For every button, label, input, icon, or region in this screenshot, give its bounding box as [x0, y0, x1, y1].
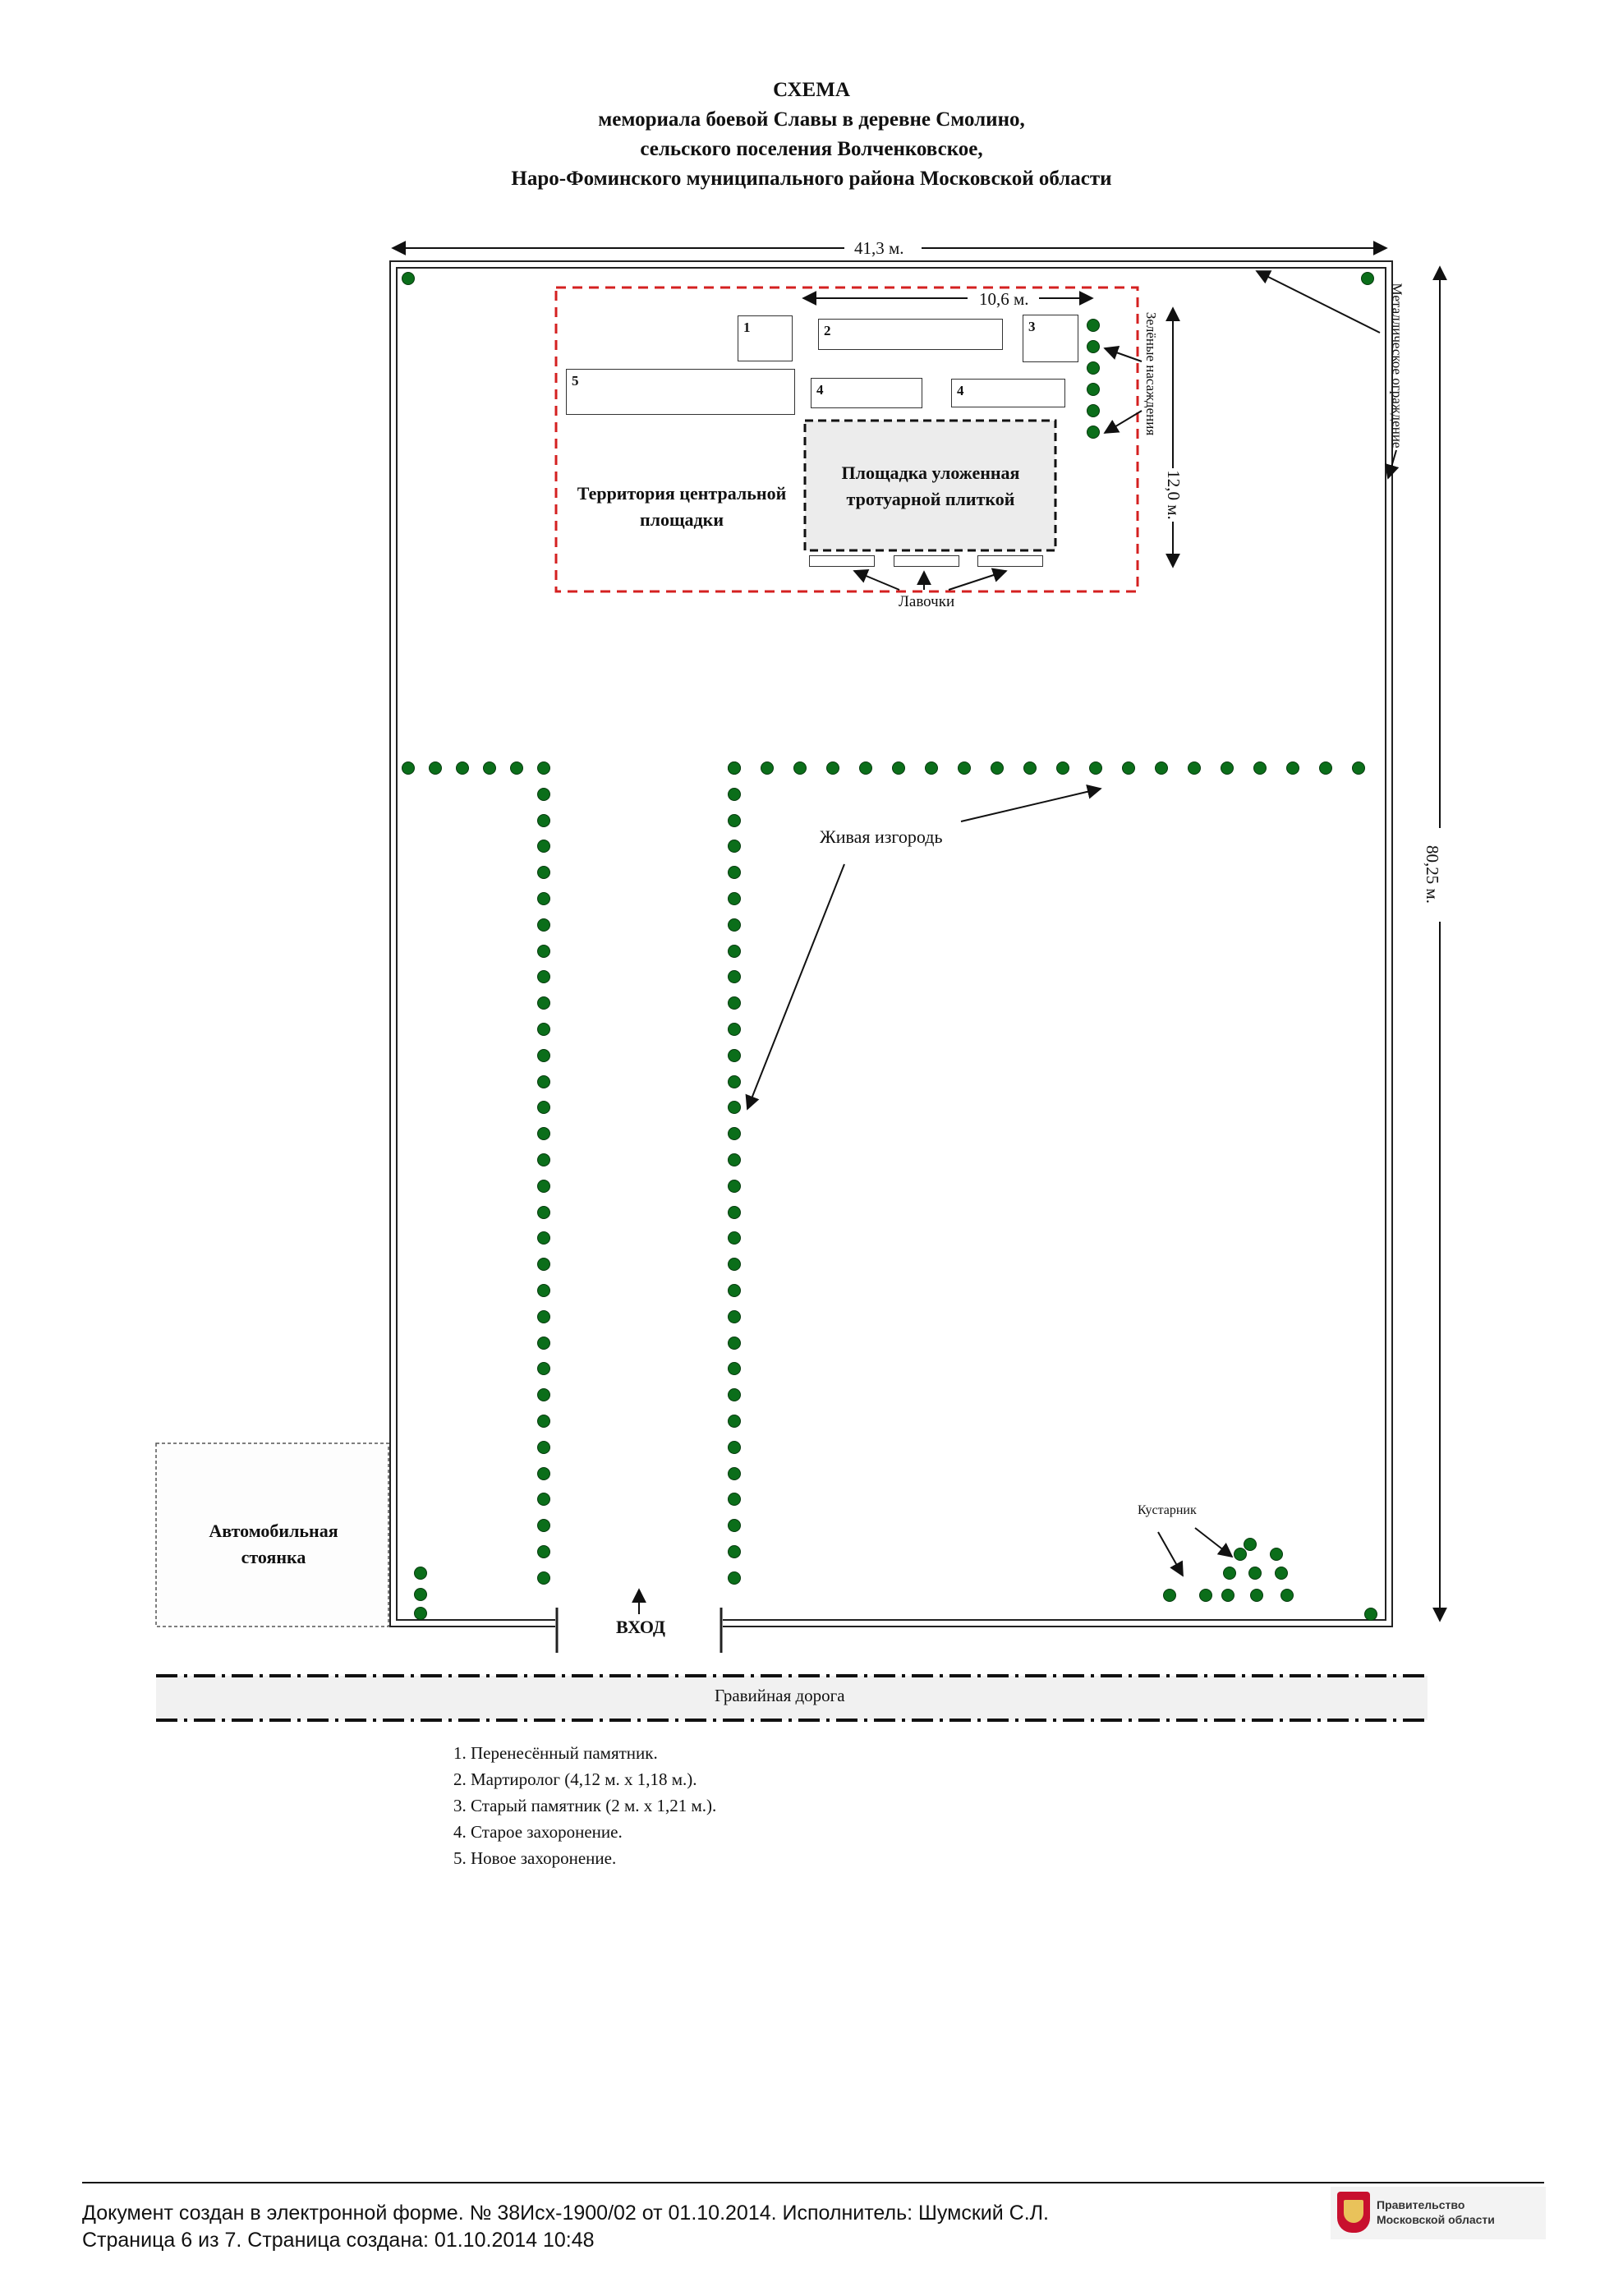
- shrub-arrow-2: [1195, 1528, 1232, 1557]
- hedge-dot: [1319, 761, 1332, 775]
- hedge-dot: [728, 1337, 741, 1350]
- hedge-dot: [537, 1545, 550, 1558]
- hedge-dot: [537, 1467, 550, 1480]
- footer-line-2: Страница 6 из 7. Страница создана: 01.10.2014 10:48: [82, 2229, 595, 2252]
- hedge-dot: [1122, 761, 1135, 775]
- hedge-dot: [761, 761, 774, 775]
- new-burial-box-5: [566, 369, 795, 415]
- legend-item: 4. Старое захоронение.: [453, 1822, 623, 1842]
- hedge-dot: [537, 1049, 550, 1062]
- hedge-dot: [537, 892, 550, 905]
- title-line-4: Наро-Фоминского муниципального района Московской области: [511, 168, 1112, 190]
- hedge-dot: [728, 1467, 741, 1480]
- hedge-dot: [958, 761, 971, 775]
- box-number: 1: [743, 320, 751, 335]
- hedge-dot: [456, 761, 469, 775]
- hedge-dot: [728, 1023, 741, 1036]
- hedge-dot: [728, 1310, 741, 1323]
- fence-label: Металлическое ограждение: [1389, 283, 1405, 449]
- legend-item: 5. Новое захоронение.: [453, 1848, 617, 1868]
- hedge-dot: [1253, 761, 1267, 775]
- greenery-dot: [1087, 426, 1100, 439]
- tree-dot: [402, 272, 415, 285]
- shrub-dot: [1163, 1589, 1176, 1602]
- hedge-dot: [537, 1023, 550, 1036]
- hedge-dot: [728, 1206, 741, 1219]
- hedge-dot: [728, 1049, 741, 1062]
- hedge-dot: [537, 1180, 550, 1193]
- tree-dot: [414, 1588, 427, 1601]
- hedge-dot: [537, 1284, 550, 1297]
- hedge-dot: [510, 761, 523, 775]
- hedge-dot: [1155, 761, 1168, 775]
- hedge-dot: [537, 1571, 550, 1585]
- hedge-dot: [537, 1415, 550, 1428]
- title-line-1: СХЕМА: [773, 79, 850, 101]
- hedge-dot: [892, 761, 905, 775]
- hedge-dot: [991, 761, 1004, 775]
- hedge-dot: [728, 1571, 741, 1585]
- bench: [809, 555, 875, 567]
- bench: [894, 555, 959, 567]
- logo-text-2: Московской области: [1377, 2213, 1495, 2226]
- tree-dot: [1361, 272, 1374, 285]
- legend-item: 3. Старый памятник (2 м. х 1,21 м.).: [453, 1796, 717, 1815]
- shrubs-label: Кустарник: [1138, 1503, 1197, 1517]
- width-dimension-label: 41,3 м.: [854, 238, 904, 258]
- parking-label: Автомобильная стоянка: [209, 1521, 338, 1567]
- greenery-label: Зелёные насаждения: [1143, 311, 1160, 436]
- hedge-dot: [728, 1153, 741, 1166]
- hedge-dot: [728, 1180, 741, 1193]
- box-number: 5: [572, 373, 579, 389]
- old-burial-box-4b: [951, 379, 1065, 407]
- greenery-dot: [1087, 404, 1100, 417]
- greenery-arrow-1: [1105, 348, 1142, 361]
- greenery-arrow-2: [1105, 411, 1142, 433]
- hedge-dot: [1023, 761, 1037, 775]
- territory-label: Территория центральной площадки: [577, 483, 787, 530]
- box-number: 4: [816, 382, 824, 398]
- old-monument-box-3: [1023, 315, 1078, 362]
- hedge-dot: [483, 761, 496, 775]
- hedge-dot: [537, 1441, 550, 1454]
- hedge-dot: [537, 1310, 550, 1323]
- logo-text-1: Правительство: [1377, 2198, 1465, 2211]
- shrub-dot: [1244, 1538, 1257, 1551]
- hedge-dot: [728, 892, 741, 905]
- hedge-dot: [728, 814, 741, 827]
- greenery-dot: [1087, 383, 1100, 396]
- tree-dot: [414, 1567, 427, 1580]
- legend: [453, 1740, 716, 1871]
- hedge-dot: [826, 761, 839, 775]
- hedge-arrow-1: [961, 789, 1101, 821]
- hedge-dot: [728, 761, 741, 775]
- hedge-dot: [728, 918, 741, 932]
- government-logo: [1331, 2187, 1546, 2239]
- hedge-dot: [728, 788, 741, 801]
- greenery-dot: [1087, 319, 1100, 332]
- old-burial-box-4a: [811, 378, 922, 408]
- title-line-2: мемориала боевой Славы в деревне Смолино,: [598, 108, 1025, 131]
- hedge-dot: [537, 1206, 550, 1219]
- hedge-dot: [859, 761, 872, 775]
- hedge-dot: [537, 1075, 550, 1088]
- greenery-dot: [1087, 361, 1100, 375]
- road-label: Гравийная дорога: [715, 1686, 845, 1705]
- shrub-arrow-1: [1158, 1532, 1183, 1576]
- hedge-dot: [728, 1545, 741, 1558]
- hedge-dot: [1056, 761, 1069, 775]
- center-width-label: 10,6 м.: [979, 289, 1029, 309]
- shrub-dot: [1270, 1548, 1283, 1561]
- hedge-dot: [537, 918, 550, 932]
- hedge-dot: [537, 761, 550, 775]
- benches-label: Лавочки: [899, 593, 955, 610]
- bench-arrow-1: [854, 571, 899, 590]
- hedge-dot: [1188, 761, 1201, 775]
- hedge-dot: [537, 1153, 550, 1166]
- greenery-dot: [1087, 340, 1100, 353]
- entrance-label: ВХОД: [615, 1617, 666, 1637]
- shrub-dot: [1199, 1589, 1212, 1602]
- hedge-dot: [537, 788, 550, 801]
- hedge-dot: [728, 945, 741, 958]
- shrub-dot: [1280, 1589, 1294, 1602]
- length-dimension-label: 80,25 м.: [1423, 844, 1443, 904]
- hedge-dot: [925, 761, 938, 775]
- hedge-dot: [537, 945, 550, 958]
- tree-dot: [1364, 1608, 1377, 1621]
- title-line-3: сельского поселения Волченковское,: [640, 138, 983, 160]
- monument-box-1: [738, 315, 793, 361]
- shrub-dot: [1250, 1589, 1263, 1602]
- bench: [977, 555, 1043, 567]
- shrub-dot: [1248, 1567, 1262, 1580]
- hedge-dot: [1221, 761, 1234, 775]
- martyrology-box-2: [818, 319, 1003, 350]
- shrub-dot: [1223, 1567, 1236, 1580]
- hedge-dot: [1352, 761, 1365, 775]
- hedge-dot: [728, 1441, 741, 1454]
- hedge-dot: [1089, 761, 1102, 775]
- shrub-dot: [1221, 1589, 1234, 1602]
- hedge-dot: [728, 1284, 741, 1297]
- center-length-label: 12,0 м.: [1163, 470, 1184, 520]
- box-number: 4: [957, 383, 964, 398]
- hedge-dot: [728, 1075, 741, 1088]
- hedge-dot: [537, 814, 550, 827]
- shrub-dot: [1275, 1567, 1288, 1580]
- legend-item: 1. Перенесённый памятник.: [453, 1743, 658, 1763]
- hedge-dot: [793, 761, 807, 775]
- box-number: 3: [1028, 319, 1036, 334]
- tree-dot: [414, 1607, 427, 1620]
- hedge-arrow-2: [747, 864, 844, 1109]
- box-number: 2: [824, 323, 831, 338]
- hedge-dot: [429, 761, 442, 775]
- hedge-dot: [537, 1337, 550, 1350]
- hedge-dot: [1286, 761, 1299, 775]
- paving-label: Площадка уложенная тротуарной плиткой: [841, 462, 1020, 509]
- hedge-label: Живая изгородь: [820, 826, 943, 847]
- coat-of-arms-icon: [1337, 2192, 1370, 2233]
- shrub-dot: [1234, 1548, 1247, 1561]
- footer-line-1: Документ создан в электронной форме. № 38Исх-1900/02 от 01.10.2014. Исполнитель: Шумский С.Л.: [82, 2202, 1049, 2225]
- bench-arrow-3: [949, 571, 1006, 590]
- hedge-dot: [402, 761, 415, 775]
- hedge-dot: [728, 1415, 741, 1428]
- legend-item: 2. Мартиролог (4,12 м. х 1,18 м.).: [453, 1769, 697, 1789]
